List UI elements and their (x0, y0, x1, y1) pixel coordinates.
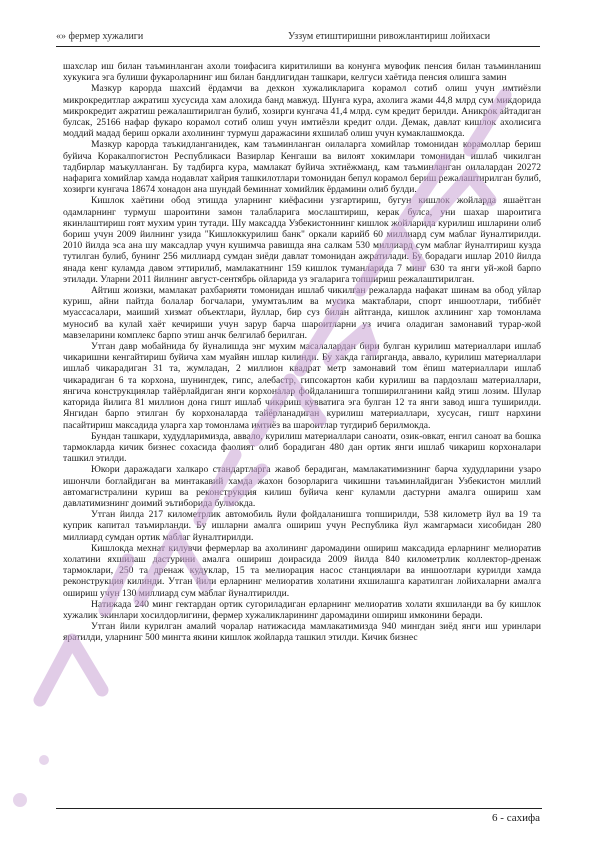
paragraph: Мазкур карорда таъкидланганидек, кам таъминланган оилаларга хомийлар томонидан корамоллар бериш буйича Коракалпогистон Республикаси Вазирлар Кенгаши ва вилоят хокимлари томонидан ишлаб чикилган тадбирлар маъкулланган. Бу тадбирга кура, мамлакат буйича эхтиёжманд, кам таъминланган оилалардан 20272 нафарига хомийлар хамда нодавлат хайрия ташкилотлари томонидан бепул корамол бериш режалаштирилган булиб, хозирги кунгача 18674 хонадон ана шундай беминнат хомийлик ёрдамини олиб булди. (63, 139, 541, 196)
paragraph: Утган йили курилган амалий чоралар натижасида мамлакатимизда 940 мингдан зиёд янги иш уринлари яратилди, уларнинг 500 мингта якини кишлок жойларда ташкил этилди. Кичик бизнес (63, 621, 541, 644)
paragraph: Юкори даражадаги халкаро стандартларга жавоб берадиган, мамлакатимизнинг барча худудларини узаро ишончли боглайдиган ва минтакавий хамда жахон бозорларига чикишни таъминлайдиган Узбекистон миллий автомагистралини куриш ва реконструкция килиш буйича кенг куламли дастурни амалга ошириш хам давлатимизнинг доимий эътиборида булмокда. (63, 464, 541, 509)
footer-rule (56, 808, 542, 809)
page-number: 6 - сахифа (492, 812, 540, 824)
paragraph: шахслар иш билан таъминланган ахоли тоифасига киритилиши ва конунга мувофик пенсия билан таъминланиш хукукига эга булиши фукароларнинг иш билан бандлигидан ташкари, келгуси хаётида пенсия олишга замин (63, 61, 541, 84)
header-farm-name: «» фермер хужалиги (56, 31, 144, 42)
header-project-title: Уззум етиштиришни ривожлантириш лойихаси (288, 31, 491, 42)
paragraph: Утган давр мобайнида бу йуналишда энг мухим масалалардан бири булган курилиш материаллари ишлаб чикаришни кенгайтириш буйича хам муайян ишлар килинди. Бу хакда гапирганда, аввало, курилиш материаллари ишлаб чикарадиган 31 та, жумладан, 2 миллион квадрат метр замонавий том ёпиш материаллари ишлаб чикарадиган 6 та корхона, шунингдек, гипс, алебастр, гипсокартон каби курилиш ва пардозлаш материаллари, янгича конструкциялар тайёрлайдиган янги корхоналар фойдаланишга топширилганини кайд этиш лозим. Шулар каторида йилига 81 миллион дона гишт ишлаб чикариш кувватига эга булган 12 та янги завод ишга туширилди. Янгидан барпо этилган бу корхоналарда тайёрланадиган курилиш материаллари, хусусан, гишт нархини пасайтириш максадида уларга хар томонлама имтиёз ва шароитлар тугдириб берилмокда. (63, 341, 541, 431)
paragraph: Кишлокда мехнат килувчи фермерлар ва ахолининг даромадини ошириш максадида ерларнинг мелиоратив холатини яхшилаш дастурини амалга ошириш доирасида 2009 йилда 840 километрлик коллектор-дренаж тармоклари, 250 та дренаж кудуклар, 15 та мелиорация насос станциялари ва иншоотлари курилди хамда реконструкция килинди. Утган йили ерларнинг мелиоратив холатини яхшилашга каратилган лойихаларни амалга ошириш учун 130 миллиард сум маблаг йуналтирилди. (63, 542, 541, 599)
paragraph: Натижада 240 минг гектардан ортик сугориладиган ерларнинг мелиоратив холати яхшиланди ва бу кишлок хужалик экинлари хосилдорлигини, фермер хужаликларининг даромадини ошириш имконини беради. (63, 598, 541, 621)
paragraph: Утган йилда 217 километрлик автомобиль йули фойдаланишга топширилди, 538 километр йул ва 19 та куприк капитал таъмирланди. Бу ишларни амалга ошириш учун Республика йул жамгармаси хисобидан 280 миллиард сумдан ортик маблаг йуналтирилди. (63, 509, 541, 543)
paragraph: Бундан ташкари, худудларимизда, аввало, курилиш материаллари саноати, озик-овкат, енгил саноат ва бошка тармокларда кичик бизнес сохасида фаолият олиб борадиган 480 дан ортик янги ишлаб чикариш корхоналари ташкил этилди. (63, 430, 541, 465)
paragraph: Айтиш жоизки, мамлакат рахбарияти томонидан ишлаб чикилган режаларда нафакат шинам ва обод уйлар куриш, айни пайтда болалар богчалари, умумтаълим ва мусика мактаблари, спорт иншоотлари, тиббиёт муассасалари, маиший хизмат объектлари, йуллар, бир суз билан айтганда, кишлок ахлининг хар томонлама муносиб ва кулай хаёт кечириши учун зарур барча шароитларни уз ичига оладиган замонавий турар-жой мавзеларини комплекс барпо этиш анчк белгилаб берилган. (63, 285, 541, 341)
paragraph: Кишлок хаётини обод этишда уларнинг киёфасини узгартириш, бугун кишлок жойларда яшаётган одамларнинг турмуш шароитини замон талабларига мослаштириш, керак булса, уни шахар шароитига якинлаштириш гоят мухим урин тутади. Шу максадда Узбекистоннинг кишлок жойларида курилиш ишларини олиб бориш учун 2009 йилнинг узида "Кишлоккурилиш банк" оркали карийб 60 миллиард сум маблаг йуналтирилди. 2010 йилда эса ана шу максадлар учун кушимча равишда яна салкам 530 миллиард сум маблаг йуналтириш кузда тутилган булиб, бунинг 256 миллиард сумдан зиёди давлат томонидан ажратилади. Бу борадаги ишлар 2010 йилда янада кенг куламда давом эттирилиб, мамлакатнинг 159 кишлок туманларида 7 минг 630 та янги уй-жой барпо этилади. Уларни 2011 йилнинг август-сентябрь ойларида уз эгаларига топшириш режалаштирилган. (63, 195, 541, 285)
running-header (56, 30, 540, 47)
paragraph: Мазкур карорда шахсий ёрдамчи ва дехкон хужаликларига кoрамол сотиб олиш учун имтиёзли микрокредитлар ажратиш хусусида хам алохида банд мавжуд. Шунга кура, ахолига жами 44,8 млрд сум микдорида микрокредит ажратиш режалаштирилган булиб, хозирги кунгача 41,4 млрд. сум кредит берилди. Аникрок айтадиган булсак, 25166 нафар фукаро корамол сотиб олиш учун имтиёзли кредит олди. Демак, давлат кишлок ахолисига моддий мадад бериш оркали ахолининг турмуш даражасини яхшилаб олиш учун кумаклашмокда. (63, 83, 541, 140)
document-body (63, 61, 541, 644)
